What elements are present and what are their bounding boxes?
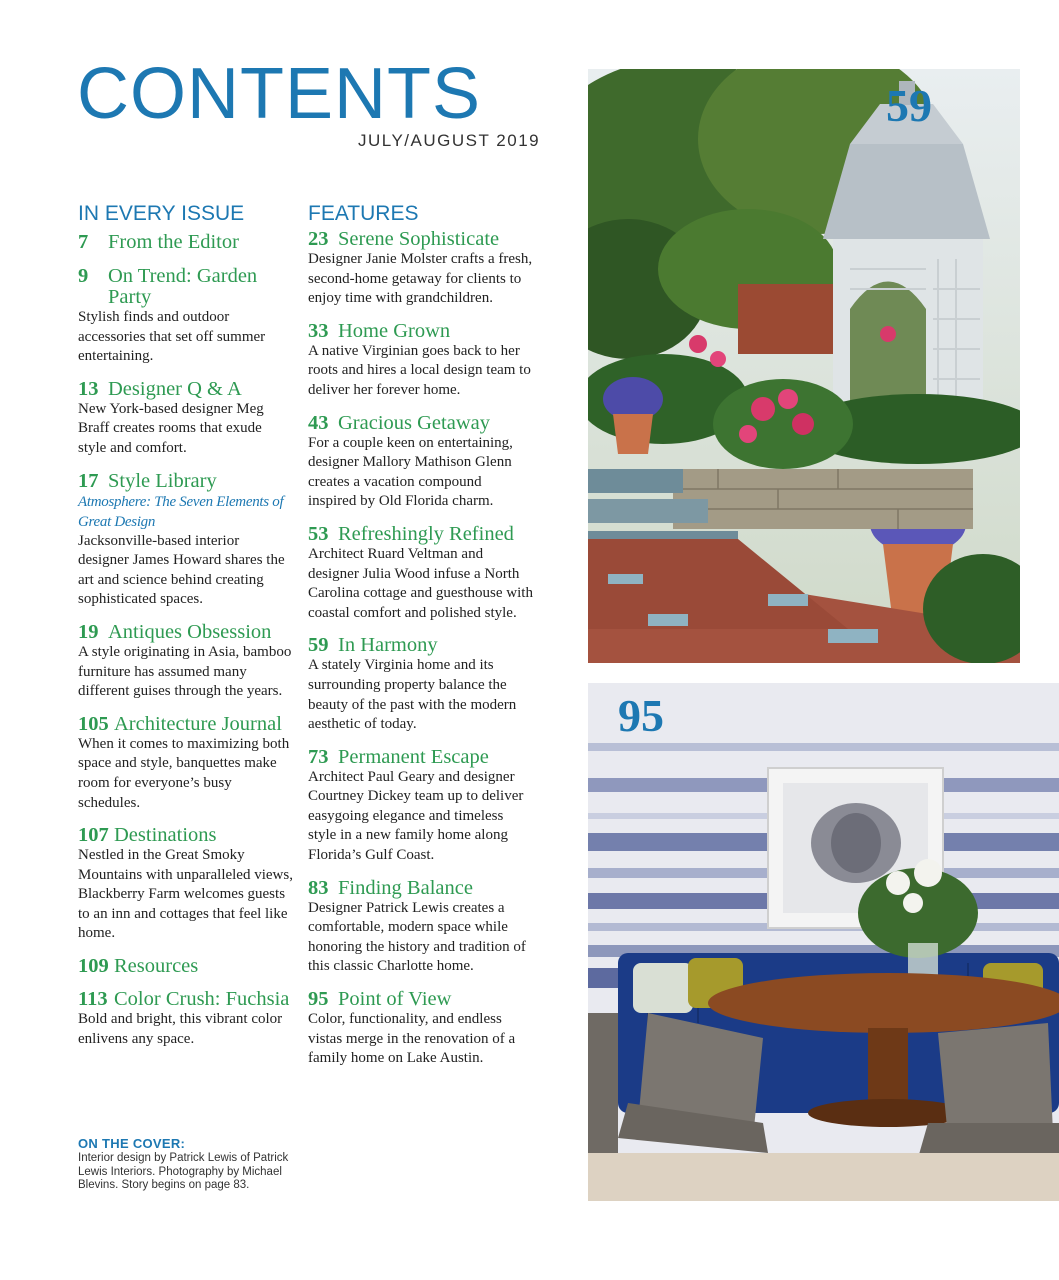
page-number: 33 [308,319,329,342]
photo-page-label: 59 [886,80,932,131]
toc-entry[interactable] [78,471,293,610]
in-every-issue-list [78,232,293,1049]
toc-entry[interactable] [308,524,533,623]
toc-entry[interactable] [78,266,293,367]
entry-title: Antiques Obsession [108,620,272,643]
page-number: 9 [78,265,89,287]
page-number: 53 [308,522,329,545]
entry-title: Finding Balance [338,876,473,899]
page-number: 105 [78,712,109,735]
toc-entry[interactable] [308,635,533,734]
entry-title: Refreshingly Refined [338,522,514,545]
cover-credit [78,1136,293,1193]
entry-title: Color Crush: Fuchsia [114,988,290,1011]
page-number: 17 [78,469,99,492]
entry-subtitle: Atmosphere: The Seven Elements of Great Design [78,493,284,530]
page-number: 95 [308,988,329,1011]
toc-entry[interactable] [308,229,533,309]
toc-entry[interactable] [308,413,533,512]
entry-title: Point of View [338,988,452,1011]
entry-description: Stylish finds and outdoor accessories that set off summer entertaining. [78,309,266,365]
page-number: 19 [78,620,99,643]
features-heading: FEATURES [308,202,419,225]
entry-description: Designer Janie Molster crafts a fresh, second-home getaway for clients to enjoy time with grandchildren. [308,251,533,307]
garden-photo[interactable] [588,69,1020,663]
toc-entry[interactable] [308,989,533,1069]
entry-title: Style Library [108,469,217,492]
entry-description: Jacksonville-based interior designer James Howard shares the art and science behind creating sophisticated spaces. [78,532,285,608]
toc-entry[interactable] [308,878,533,977]
entry-description: Bold and bright, this vibrant color enlivens any space. [78,1011,283,1047]
entry-title: Destinations [114,824,217,847]
page-number: 109 [78,955,109,978]
entry-description: A native Virginian goes back to her roots and hires a local design team to deliver her forever home. [308,342,531,398]
page-number: 73 [308,745,329,768]
entry-title: From the Editor [108,231,239,253]
page-number: 23 [308,228,329,250]
page-number: 7 [78,231,89,253]
page-number: 13 [78,377,99,400]
entry-description: Architect Paul Geary and designer Courtney Dickey team up to deliver easygoing elegance and timeless style in a new family home along Florida’s Gulf Coast. [308,768,524,864]
toc-entry[interactable] [78,232,293,253]
toc-entry[interactable] [78,989,293,1049]
entry-description: New York-based designer Meg Braff creates rooms that exude style and comfort. [78,400,264,456]
entry-title: Serene Sophisticate [338,228,500,250]
toc-entry[interactable] [78,825,293,944]
entry-title: Architecture Journal [114,712,282,735]
entry-title: Permanent Escape [338,745,489,768]
dining-photo[interactable] [588,683,1059,1201]
page-number: 59 [308,634,329,657]
toc-entry[interactable] [308,321,533,401]
toc-entry[interactable] [308,747,533,866]
entry-description: For a couple keen on entertaining, designer Mallory Mathison Glenn creates a vacation compound inspired by Old Florida charm. [308,434,513,510]
toc-entry[interactable] [78,956,293,977]
toc-entry[interactable] [78,714,293,813]
entry-title: In Harmony [338,634,438,657]
entry-description: Designer Patrick Lewis creates a comfortable, modern space while honoring the history and tradition of this classic Charlotte home. [308,899,526,975]
page-number: 83 [308,876,329,899]
in-every-issue-heading: IN EVERY ISSUE [78,202,245,225]
toc-entry[interactable] [78,379,293,459]
issue-date: JULY/AUGUST 2019 [358,131,541,150]
entry-title: Resources [114,955,199,978]
page-number: 113 [78,988,108,1011]
page-title: CONTENTS [77,54,481,134]
dining-illustration [588,683,1059,1201]
entry-description: Nestled in the Great Smoky Mountains with unparalleled views, Blackberry Farm welcomes guests to an inn and cottages that feel like home. [78,847,293,942]
cover-text: Interior design by Patrick Lewis of Patrick Lewis Interiors. Photography by Michael Blevins. Story begins on page 83. [78,1152,289,1191]
entry-description: Architect Ruard Veltman and designer Julia Wood infuse a North Carolina cottage and guesthouse with coastal comfort and polished style. [308,545,533,621]
entry-title: Designer Q & A [108,377,242,400]
cover-heading: ON THE COVER: [78,1136,186,1151]
garden-illustration [588,69,1020,663]
entry-description: A style originating in Asia, bamboo furniture has assumed many different guises through the years. [78,643,292,700]
entry-title: Gracious Getaway [338,411,490,434]
page-number: 107 [78,824,109,847]
page-number: 43 [308,411,329,434]
photo-page-label: 95 [618,690,664,741]
entry-description: Color, functionality, and endless vistas merge in the renovation of a family home on Lake Austin. [308,1011,516,1067]
entry-title: On Trend: Garden Party [108,265,258,308]
features-list [308,229,533,1069]
toc-entry[interactable] [78,622,293,702]
entry-description: A stately Virginia home and its surrounding property balance the beauty of the past with the modern aesthetic of today. [308,657,517,733]
entry-title: Home Grown [338,319,451,342]
entry-description: When it comes to maximizing both space and style, banquettes make room for everyone’s busy schedules. [78,735,290,811]
